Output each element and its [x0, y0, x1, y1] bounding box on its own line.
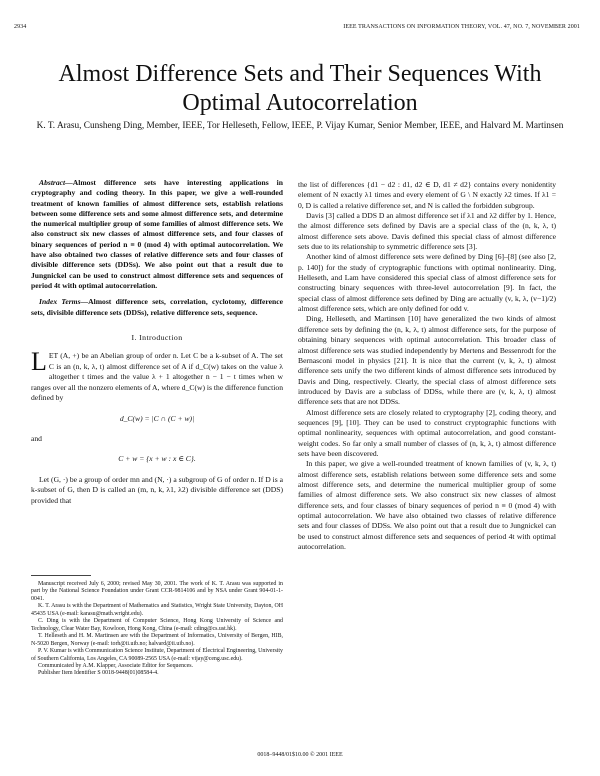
abstract-text: Almost difference sets have interesting applications in cryptography and coding theory. In this paper, we give a well-rounded treatment of known families of almost difference sets, establish relations between some difference sets and some almost difference sets, and determine the numerical multiplier group of some families of almost difference sets. We also construct six new classes of almost difference sets, and four classes of binary sequences of period n ≡ 0 (mod 4) with optimal autocorrelation. We have also obtained two classes of relative difference sets and four classes of divisible difference sets (DDSs). We also point out that a result due to Jungnickel can be used to construct almost difference sets and sequences of period 4t with optimal autocorrelation. [31, 178, 283, 290]
right-column [298, 180, 556, 552]
footnote: K. T. Arasu is with the Department of Mathematics and Statistics, Wright State University, Dayton, OH 45435 USA (e-mail: karasu@math.wright.edu). [31, 603, 283, 617]
author-list: K. T. Arasu, Cunsheng Ding, Member, IEEE, Tor Helleseth, Fellow, IEEE, P. Vijay Kumar, Senior Member, IEEE, and Halvard M. Martinsen [36, 121, 564, 131]
body-paragraph: Ding, Helleseth, and Martinsen [10] have generalized the two kinds of almost difference sets by defining the (n, k, λ, t) almost difference sets, for the purpose of obtaining binary sequences with optimal autocorrelation. This broader class of almost difference sets was studied independently by Mertens and Bessenrodt for the Bernasconi model in physics [21]. It is nice that the current (v, k, λ, t) almost difference sets unify the two different kinds of almost difference sets introduced by Davis and Ding, respectively. Clearly, the special class of almost difference sets introduced by Davis are a subclass of DDSs, while there are (v, k, λ, t) almost difference sets that are not DDSs. [298, 314, 556, 407]
running-header: IEEE TRANSACTIONS ON INFORMATION THEORY, VOL. 47, NO. 7, NOVEMBER 2001 [343, 24, 580, 30]
intro-paragraph-2: Let (G, ·) be a group of order mn and (N, ·) a subgroup of G of order n. If D is a k-subset of G, then D is called an (m, n, k, λ1, λ2) divisible difference set (DDS) provided that [31, 474, 283, 505]
index-terms-text: Almost difference sets, correlation, cyclotomy, difference sets, divisible difference sets (DDSs), relative difference sets, sequence. [31, 297, 283, 317]
left-column [31, 178, 283, 506]
copyright-line: 0018–9448/01$10.00 © 2001 IEEE [257, 752, 343, 758]
body-paragraph: In this paper, we give a well-rounded treatment of known families of (v, k, λ, t) almost difference sets, establish relations between some difference sets and some almost difference sets, and determine the numerical multiplier group of some families of almost difference sets. We also construct six new classes of almost difference sets, and four classes of binary sequences of period n ≡ 0 (mod 4) with optimal autocorrelation. We have also obtained two classes of relative difference sets and four classes of DDSs. We also point out that a result due to Jungnickel can be used to construct almost difference sets and sequences of period 4t with optimal autocorrelation. [298, 459, 556, 552]
connector-and: and [31, 434, 42, 444]
abstract [31, 178, 283, 291]
footnote: Communicated by A.M. Klapper, Associate Editor for Sequences. [38, 662, 194, 669]
body-paragraph: Almost difference sets are closely related to cryptography [2], coding theory, and sequences [9], [10]. They can be used to construct cryptographic functions with optimal nonlinearity, sequences with optimal autocorrelation, and good constant-weight codes. So far only a small number of classes of (n, k, λ, t) almost difference sets have been discovered. [298, 407, 556, 458]
section-heading: I. Introduction [131, 332, 183, 342]
body-paragraph: the list of differences {d1 − d2 : d1, d2 ∈ D, d1 ≠ d2} contains every nonidentity element of N exactly λ1 times and every element of G \ N exactly λ2 times. If λ1 = 0, D is called a relative difference set, and N is called the forbidden subgroup. [298, 180, 556, 210]
equation-translate: C + w = {x + w : x ∈ C}. [118, 454, 196, 464]
paper-title: Almost Difference Sets and Their Sequences With Optimal Autocorrelation [58, 61, 542, 116]
footnote: P. V. Kumar is with Communication Science Institute, Department of Electrical Engineering, University of Southern California, Los Angeles, CA 90089-2565 USA (e-mail: vijay@ceng.usc.edu). [31, 648, 283, 662]
abstract-label: Abstract— [39, 178, 73, 187]
intro-paragraph-1 [31, 347, 283, 403]
page-number: 2934 [14, 24, 27, 30]
footnote: Manuscript received July 6, 2000; revised May 30, 2001. The work of K. T. Arasu was supported in part by the National Science Foundation under Grant CCR-9814106 and by NSA under Grant 904-01-1-0041. [31, 581, 283, 602]
intro-paragraph-1-text: ET (A, +) be an Abelian group of order n. Let C be a k-subset of A. The set C is an (n, k, λ, t) almost difference set of A if d_C(w) takes on the value λ altogether t times and the value λ + 1 altogether n − 1 − t times when w ranges over all the nonzero elements of A, where d_C(w) is the difference function defined by [31, 351, 283, 403]
index-terms [31, 297, 283, 318]
equation-difference-function: d_C(w) = |C ∩ (C + w)| [119, 413, 195, 423]
footnotes [31, 581, 283, 678]
footnote-rule [31, 575, 91, 576]
footnote: C. Ding is with the Department of Computer Science, Hong Kong University of Science and Technology, Clear Water Bay, Kowloon, Hong Kong, China (e-mail: cding@cs.ust.hk). [31, 618, 283, 632]
drop-cap: L [31, 347, 47, 377]
footnote: T. Helleseth and H. M. Martinsen are with the Department of Informatics, University of Bergen, HIB, N-5020 Bergen, Norway (e-mail: torh@ii.uib.no; halvard@ii.uib.no). [31, 633, 283, 647]
index-terms-label: Index Terms— [39, 297, 89, 307]
footnote: Publisher Item Identifier S 0018-9448(01)08584-4. [38, 670, 159, 677]
body-paragraph: Davis [3] called a DDS D an almost difference set if λ1 and λ2 differ by 1. Hence, the almost difference sets defined by Davis are a special class of the (n, k, λ, t) almost difference sets above. Davis defined this special class of almost difference sets due to its relationship to symmetric difference sets [3]. [298, 211, 556, 252]
body-paragraph: Another kind of almost difference sets were defined by Ding [6]–[8] (see also [2, p. 140]) for the study of cryptographic functions with optimal nonlinearity. Ding, Helleseth, and Lam have considered this special class of almost difference sets for constructing binary sequences with three-level autocorrelation [9]. In fact, the special class of almost difference sets defined by Ding are actually (v, k, λ, (v−1)/2) almost difference sets, which are only defined for odd v. [298, 252, 556, 314]
